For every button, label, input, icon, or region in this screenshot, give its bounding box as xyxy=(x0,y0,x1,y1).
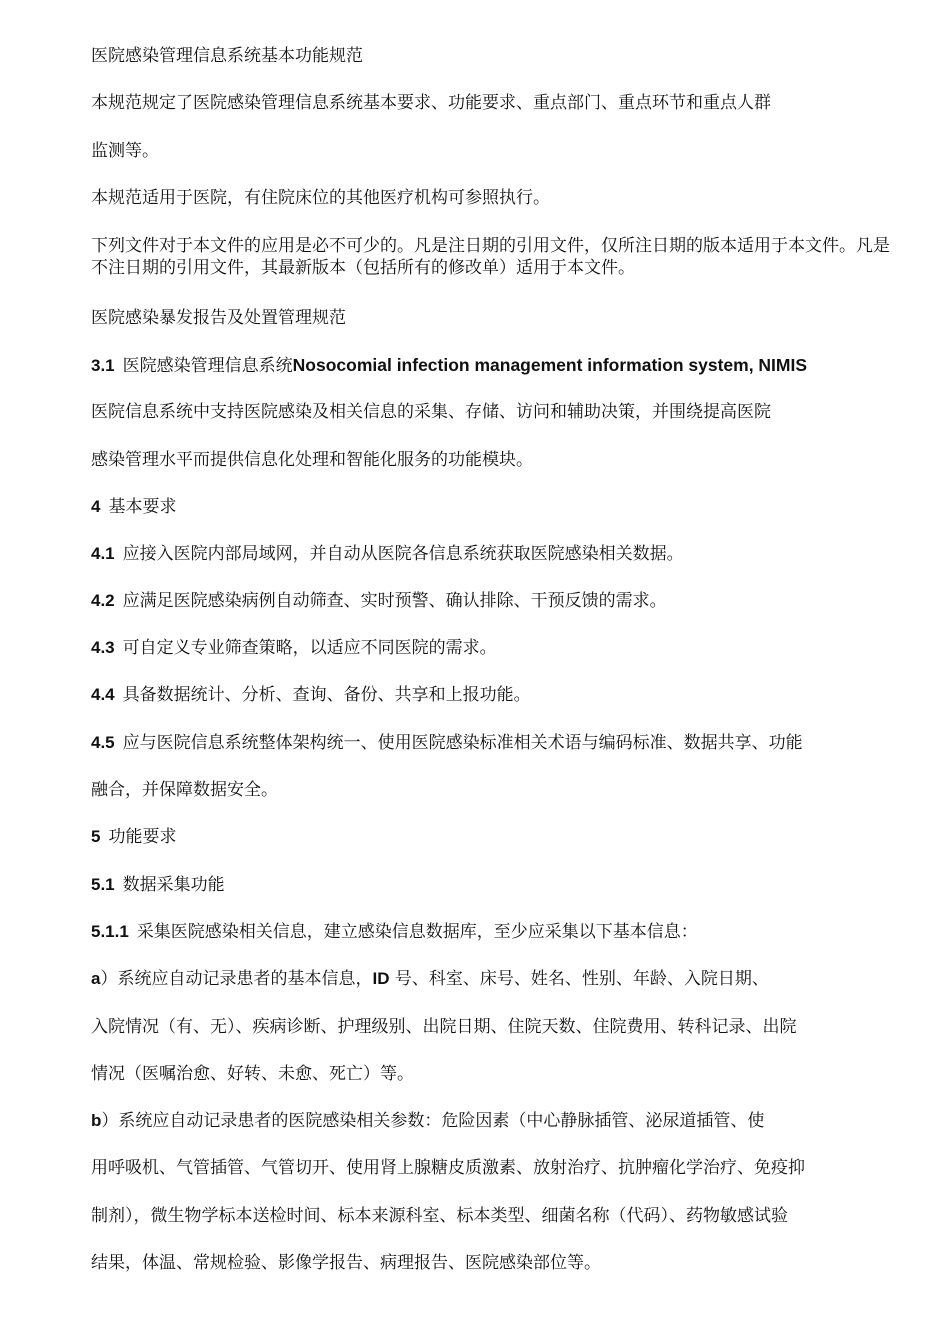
clause-4-5-text-1: 应与医院信息系统整体架构统一、使用医院感染标准相关术语与编码标准、数据共享、功能 xyxy=(122,733,803,753)
item-b-label: b xyxy=(91,1111,102,1130)
item-b-text-1: ）系统应自动记录患者的医院感染相关参数：危险因素（中心静脉插管、泌尿道插管、使 xyxy=(101,1111,765,1131)
clause-5-1-1-text: 采集医院感染相关信息，建立感染信息数据库，至少应采集以下基本信息： xyxy=(136,922,698,942)
scope-paragraph-line-2: 监测等。 xyxy=(91,141,159,161)
term-3-1-english: Nosocomial infection management information system, NIMIS xyxy=(292,355,808,375)
section-4-number: 4 xyxy=(91,497,101,516)
item-b-line-2: 用呼吸机、气管插管、气管切开、使用肾上腺糖皮质激素、放射治疗、抗肿瘤化学治疗、免疫抑 xyxy=(91,1158,805,1178)
clause-4-4-text: 具备数据统计、分析、查询、备份、共享和上报功能。 xyxy=(122,685,531,705)
item-b-line-4: 结果，体温、常规检验、影像学报告、病理报告、医院感染部位等。 xyxy=(91,1253,601,1273)
clause-4-5-number: 4.5 xyxy=(91,733,115,752)
clause-4-1-number: 4.1 xyxy=(91,544,115,563)
item-a-line-2: 入院情况（有、无）、疾病诊断、护理级别、出院日期、住院天数、住院费用、转科记录、出院 xyxy=(91,1017,797,1037)
clause-4-4-number: 4.4 xyxy=(91,685,115,704)
clause-4-1 xyxy=(91,543,911,565)
normative-references-paragraph: 下列文件对于本文件的应用是必不可少的。凡是注日期的引用文件，仅所注日期的版本适用于本文件。凡是不注日期的引用文件，其最新版本（包括所有的修改单）适用于本文件。 xyxy=(91,236,890,278)
clause-4-3-number: 4.3 xyxy=(91,638,115,657)
item-a-id: ID xyxy=(372,969,390,988)
term-3-1-chinese: 医院感染管理信息系统 xyxy=(122,356,293,376)
section-4-heading xyxy=(91,496,911,518)
term-3-1-definition-line-1: 医院信息系统中支持医院感染及相关信息的采集、存储、访问和辅助决策，并围绕提高医院 xyxy=(91,402,771,422)
clause-5-1-heading xyxy=(91,874,911,896)
scope-paragraph-line-1: 本规范规定了医院感染管理信息系统基本要求、功能要求、重点部门、重点环节和重点人群 xyxy=(91,93,771,113)
section-5-heading xyxy=(91,826,911,848)
clause-4-1-text: 应接入医院内部局域网，并自动从医院各信息系统获取医院感染相关数据。 xyxy=(122,544,684,564)
section-4-title: 基本要求 xyxy=(108,497,177,517)
document-title: 医院感染管理信息系统基本功能规范 xyxy=(91,46,363,66)
item-b-line-3: 制剂），微生物学标本送检时间、标本来源科室、标本类型、细菌名称（代码）、药物敏感试验 xyxy=(91,1206,788,1226)
applicability-paragraph: 本规范适用于医院，有住院床位的其他医疗机构可参照执行。 xyxy=(91,188,550,208)
clause-4-2-text: 应满足医院感染病例自动筛查、实时预警、确认排除、干预反馈的需求。 xyxy=(122,591,667,611)
section-5-title: 功能要求 xyxy=(108,827,177,847)
clause-4-5-line-1 xyxy=(91,732,911,754)
item-a-label: a xyxy=(91,969,101,988)
term-3-1-definition-line-2: 感染管理水平而提供信息化处理和智能化服务的功能模块。 xyxy=(91,450,533,470)
clause-4-3 xyxy=(91,637,911,659)
clause-5-1-1-number: 5.1.1 xyxy=(91,922,129,941)
item-a-text-pre: ）系统应自动记录患者的基本信息， xyxy=(100,969,373,989)
item-b-line-1 xyxy=(91,1110,911,1132)
referenced-document: 医院感染暴发报告及处置管理规范 xyxy=(91,308,346,328)
term-3-1-heading xyxy=(91,354,911,377)
clause-4-4 xyxy=(91,684,911,706)
clause-4-3-text: 可自定义专业筛查策略，以适应不同医院的需求。 xyxy=(122,638,497,658)
section-5-number: 5 xyxy=(91,827,101,846)
item-a-line-3: 情况（医嘱治愈、好转、未愈、死亡）等。 xyxy=(91,1064,414,1084)
clause-4-2-number: 4.2 xyxy=(91,591,115,610)
clause-4-2 xyxy=(91,590,911,612)
term-3-1-number: 3.1 xyxy=(91,356,115,375)
clause-5-1-number: 5.1 xyxy=(91,875,115,894)
clause-5-1-title: 数据采集功能 xyxy=(122,875,225,895)
item-a-text-post: 号、科室、床号、姓名、性别、年龄、入院日期、 xyxy=(389,969,769,989)
item-a-line-1 xyxy=(91,968,911,990)
clause-5-1-1 xyxy=(91,921,911,943)
clause-4-5-line-2: 融合，并保障数据安全。 xyxy=(91,780,278,800)
